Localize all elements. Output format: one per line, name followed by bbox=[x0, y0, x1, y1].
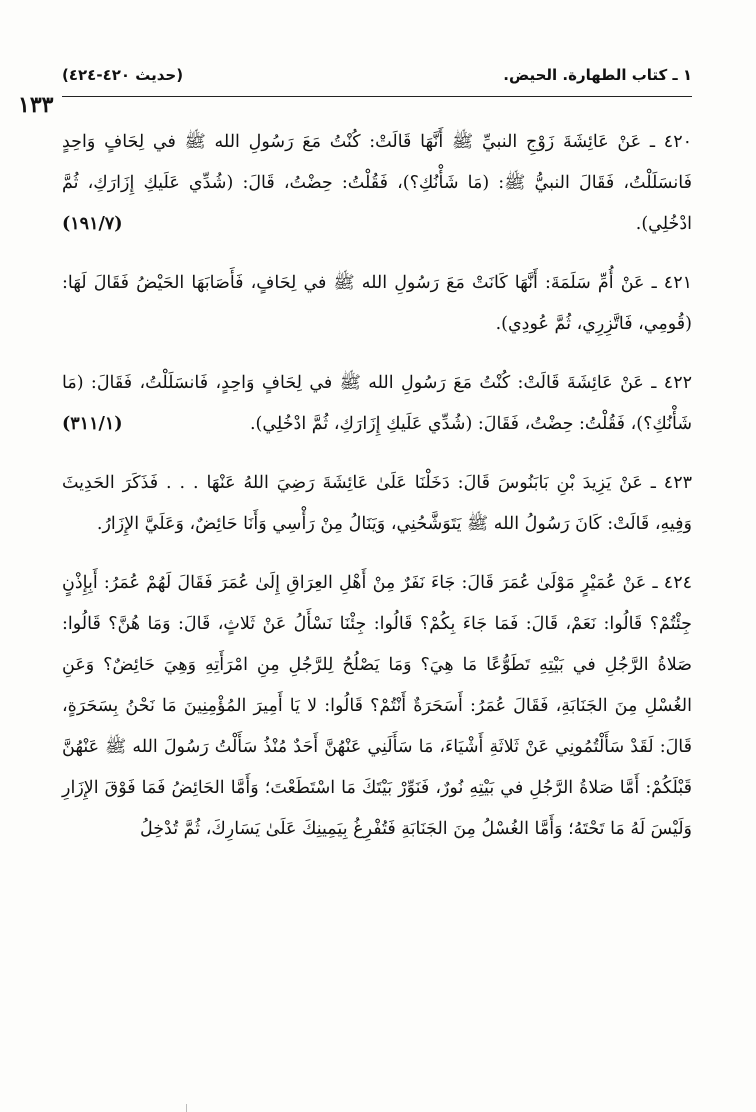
hadith-421 bbox=[62, 263, 692, 345]
page-number: ١٣٣ bbox=[18, 92, 54, 118]
running-header bbox=[62, 66, 692, 84]
bottom-tick bbox=[186, 1104, 187, 1112]
page-body bbox=[62, 122, 692, 868]
hadith-text: ٤٢٣ ـ عَنْ يَزِيدَ بْنِ بَابَنُوسَ قَالَ: دَخَلْنَا عَلَىٰ عَائِشَةَ رَضِيَ اللهُ عَنْهَا . . . فَذَكَرَ الحَدِيثَ وَفِيهِ، قَالَتْ: كَانَ رَسُولُ الله ﷺ يَتَوَشَّحُنِي، وَيَنَالُ مِنْ رَأْسِي وَأَنَا حَائِضٌ، وَعَلَيَّ الإِزَارُ. bbox=[62, 473, 692, 534]
hadith-422 bbox=[62, 363, 692, 445]
chapter-title: ١ ـ كتاب الطهارة. الحيض. bbox=[503, 66, 692, 84]
hadith-text: ٤٢٤ ـ عَنْ عُمَيْرٍ مَوْلَىٰ عُمَرَ قَالَ: جَاءَ نَفَرٌ مِنْ أَهْلِ العِرَاقِ إِلَىٰ عُمَرَ فَقَالَ لَهُمْ عُمَرُ: أَبِإِذْنٍ جِئْتُمْ؟ قَالُوا: نَعَمْ، قَالَ: فَمَا جَاءَ بِكُمْ؟ قَالُوا: جِئْنَا نَسْأَلُ عَنْ ثَلاثٍ، قَالَ: وَمَا هُنَّ؟ قَالُوا: صَلاةُ الرَّجُلِ في بَيْتِهِ تَطَوُّعًا مَا هِيَ؟ وَمَا يَصْلُحُ لِلرَّجُلِ مِنِ امْرَأَتِهِ وَهِيَ حَائِضٌ؟ وَعَنِ الغُسْلِ مِنَ الجَنَابَةِ، فَقَالَ عُمَرُ: أَسَحَرَةٌ أَنْتُمْ؟ قَالُوا: لا يَا أَمِيرَ المُؤْمِنِينَ مَا نَحْنُ بِسَحَرَةٍ، قَالَ: لَقَدْ سَأَلْتُمُونِي عَنْ ثَلاثَةِ أَشْيَاءَ، مَا سَأَلَنِي عَنْهُنَّ أَحَدٌ مُنْذُ سَأَلْتُ رَسُولَ الله ﷺ عَنْهُنَّ قَبْلَكُمْ: أَمَّا صَلاةُ الرَّجُلِ في بَيْتِهِ نُورٌ، فَنَوِّرْ بَيْتَكَ مَا اسْتَطَعْتَ؛ وَأَمَّا الحَائِضُ فَمَا فَوْقَ الإِزَارِ وَلَيْسَ لَهُ مَا تَحْتَهُ؛ وَأَمَّا الغُسْلُ مِنَ الجَنَابَةِ فَتُفْرِغُ بِيَمِينِكَ عَلَىٰ يَسَارِكَ، ثُمَّ تُدْخِلُ bbox=[62, 573, 692, 839]
hadith-423 bbox=[62, 463, 692, 545]
hadith-text: ٤٢٢ ـ عَنْ عَائِشَةَ قَالَتْ: كُنْتُ مَعَ رَسُولِ الله ﷺ في لِحَافٍ وَاحِدٍ، فَانسَلَلْتُ، فَقَالَ: (مَا شَأْنُكِ؟)، فَقُلْتُ: حِضْتُ، فَقَالَ: (شُدِّي عَلَيكِ إِزَارَكِ، ثُمَّ ادْخُلِي). bbox=[62, 373, 692, 434]
hadith-range: (حديث ٤٢٠-٤٢٤) bbox=[62, 66, 184, 84]
hadith-text: ٤٢٠ ـ عَنْ عَائِشَةَ زَوْجِ النبيِّ ﷺ أَنَّهَا قَالَتْ: كُنْتُ مَعَ رَسُولِ الله ﷺ في لِحَافٍ وَاحِدٍ فَانسَلَلْتُ، فَقَالَ النبيُّ ﷺ: (مَا شَأْنُكِ؟)، فَقُلْتُ: حِضْتُ، قَالَ: (شُدِّي عَلَيكِ إِزَارَكِ، ثُمَّ ادْخُلِي). bbox=[62, 132, 692, 234]
hadith-420 bbox=[62, 122, 692, 245]
source-reference: (١٩١/٧) bbox=[62, 214, 123, 234]
header-rule bbox=[62, 96, 692, 97]
source-reference: (٣١١/١) bbox=[62, 414, 123, 434]
hadith-text: ٤٢١ ـ عَنْ أُمِّ سَلَمَةَ: أَنَّهَا كَانَتْ مَعَ رَسُولِ الله ﷺ في لِحَافٍ، فَأَصَابَهَا الحَيْضُ فَقَالَ لَهَا: (قُومِي، فَاتَّزِرِي، ثُمَّ عُودِي). bbox=[62, 273, 692, 334]
hadith-424 bbox=[62, 563, 692, 850]
